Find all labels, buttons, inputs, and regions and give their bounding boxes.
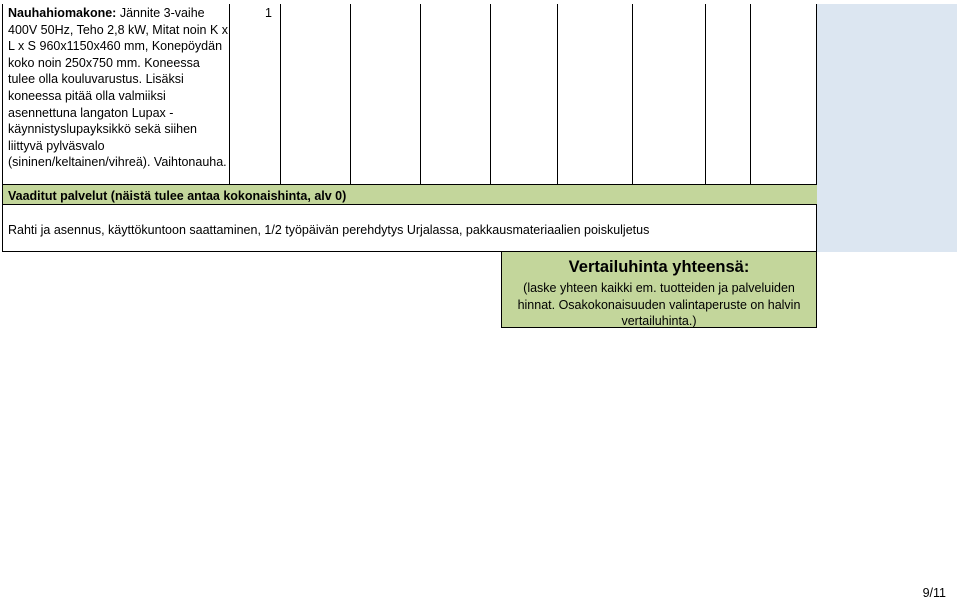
services-row-text: Rahti ja asennus, käyttökuntoon saattaminen, 1/2 työpäivän perehdytys Urjalassa, pakkausmateriaalien poiskuljetus [8,223,650,237]
price-column-services [817,205,957,252]
column-cell [490,4,557,184]
column-cell [557,4,632,184]
product-name: Nauhahiomakone: [8,6,117,20]
price-column-top [817,4,957,184]
product-specs: Jännite 3-vaihe 400V 50Hz, Teho 2,8 kW, Mitat noin K x L x S 960x1150x460 mm, Konepöydän koko noin 250x750 mm. Koneessa tulee olla kouluvarustus. Lisäksi koneessa pitää olla valmiiksi asennettuna langaton Lupax -käynnistyslupayksikkö sekä siihen liittyvä pylväsvalo (sininen/keltainen/vihreä). Vaihtonauha. [8,6,229,170]
column-cell [705,4,750,184]
services-header [2,184,817,205]
total-title: Vertailuhinta yhteensä: [568,258,750,276]
column-cell [280,4,350,184]
column-cell [750,4,817,184]
price-column-header [817,184,957,205]
total-note: (laske yhteen kaikki em. tuotteiden ja palveluiden hinnat. Osakokonaisuuden valintaperuste on halvin vertailuhinta.) [517,281,801,329]
page-number: 9/11 [922,586,946,600]
services-header-text: Vaaditut palvelut (näistä tulee antaa kokonaishinta, alv 0) [8,189,347,203]
quantity-cell [229,4,280,184]
product-description-cell [2,4,229,184]
column-cell [350,4,420,184]
quantity-value: 1 [265,6,272,20]
total-price-box [501,252,817,328]
column-cell [420,4,490,184]
services-row [2,205,817,252]
column-cell [632,4,705,184]
